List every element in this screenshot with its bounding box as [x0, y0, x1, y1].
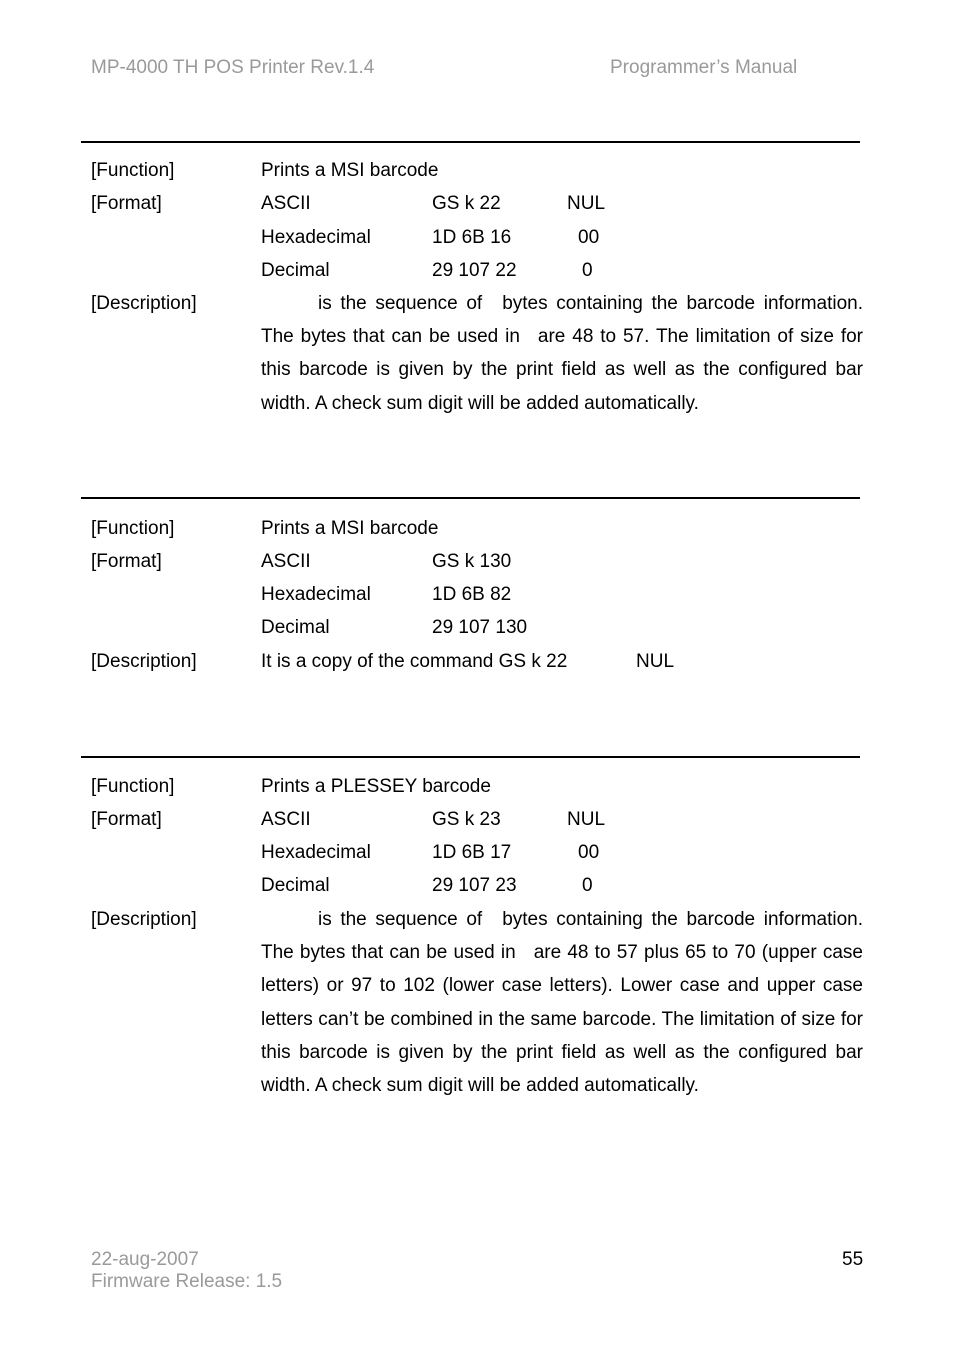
section-divider — [81, 756, 860, 758]
format-decimal-code: 29 107 130 — [432, 617, 528, 638]
description-part: are 48 to 57. The limitation of size for this barcode is given by the print field as well as the configured bar width. A check sum digit will be added automatically. — [261, 326, 863, 414]
function-text: Prints a PLESSEY barcode — [261, 776, 491, 797]
description-part: is the sequence of — [318, 293, 483, 314]
description-label: [Description] — [91, 651, 197, 672]
format-label: [Format] — [91, 809, 162, 830]
format-ascii-code: GS k 130 — [432, 551, 512, 572]
format-label: [Format] — [91, 551, 162, 572]
function-label: [Function] — [91, 518, 175, 539]
format-decimal-label: Decimal — [261, 617, 330, 638]
format-ascii-label: ASCII — [261, 809, 311, 830]
format-hex-code: 1D 6B 82 — [432, 584, 512, 605]
footer-firmware-release: Firmware Release: 1.5 — [91, 1271, 283, 1292]
description-text — [261, 903, 863, 1102]
description-part: is the sequence of — [318, 909, 483, 930]
format-decimal-terminator: 0 — [582, 260, 593, 281]
format-hex-code: 1D 6B 16 — [432, 227, 512, 248]
function-label: [Function] — [91, 776, 175, 797]
format-ascii-code: GS k 23 — [432, 809, 501, 830]
format-decimal-label: Decimal — [261, 875, 330, 896]
description-terminator: NUL — [636, 651, 675, 672]
format-decimal-code: 29 107 23 — [432, 875, 517, 896]
format-ascii-terminator: NUL — [567, 193, 606, 214]
format-hex-terminator: 00 — [578, 842, 600, 863]
function-text: Prints a MSI barcode — [261, 518, 439, 539]
page-number: 55 — [842, 1249, 864, 1270]
footer-date: 22-aug-2007 — [91, 1249, 199, 1270]
format-decimal-terminator: 0 — [582, 875, 593, 896]
format-ascii-terminator: NUL — [567, 809, 606, 830]
format-ascii-code: GS k 22 — [432, 193, 501, 214]
section-divider — [81, 141, 860, 143]
function-text: Prints a MSI barcode — [261, 160, 439, 181]
format-hex-code: 1D 6B 17 — [432, 842, 512, 863]
format-hex-label: Hexadecimal — [261, 227, 371, 248]
description-part: bytes containing the barcode information. The bytes that can be used in — [261, 909, 863, 964]
description-part: bytes containing the barcode information. The bytes that can be used in — [261, 293, 863, 348]
format-decimal-label: Decimal — [261, 260, 330, 281]
function-label: [Function] — [91, 160, 175, 181]
description-part: are 48 to 57 plus 65 to 70 (upper case letters) or 97 to 102 (lower case letters). Lower case and upper case letters can’t be combined in the same barcode. The limitation of size for this barcode is given by the print field as well as the configured bar width. A check sum digit will be added automatically. — [261, 942, 863, 1097]
format-hex-terminator: 00 — [578, 227, 600, 248]
description-text — [261, 287, 863, 420]
format-ascii-label: ASCII — [261, 551, 311, 572]
section-divider — [81, 497, 860, 499]
format-label: [Format] — [91, 193, 162, 214]
format-decimal-code: 29 107 22 — [432, 260, 517, 281]
format-hex-label: Hexadecimal — [261, 584, 371, 605]
description-label: [Description] — [91, 293, 197, 314]
description-text: It is a copy of the command GS k 22 — [261, 651, 568, 672]
header-document-title: MP-4000 TH POS Printer Rev.1.4 — [91, 57, 375, 78]
header-manual-title: Programmer’s Manual — [610, 57, 798, 78]
format-ascii-label: ASCII — [261, 193, 311, 214]
format-hex-label: Hexadecimal — [261, 842, 371, 863]
description-label: [Description] — [91, 909, 197, 930]
